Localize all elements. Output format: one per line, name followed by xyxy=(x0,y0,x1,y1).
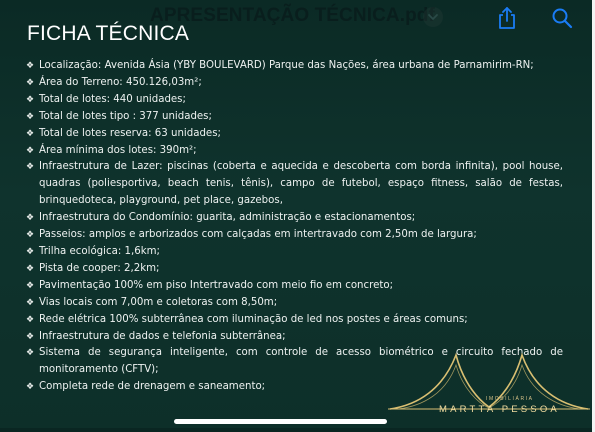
list-item-text: Trilha ecológica: 1,6km; xyxy=(39,245,160,257)
list-item xyxy=(26,92,563,109)
list-item xyxy=(26,126,563,143)
diamond-bullet-icon: ❖ xyxy=(26,263,35,274)
list-item-text: Rede elétrica 100% subterrânea com iluminação de led nos postes e áreas comuns; xyxy=(39,313,468,325)
diamond-bullet-icon: ❖ xyxy=(26,230,35,241)
diamond-bullet-icon: ❖ xyxy=(26,128,35,139)
logo-subtitle: IMOBILIÁRIA xyxy=(486,396,534,402)
diamond-bullet-icon: ❖ xyxy=(26,280,35,291)
list-item xyxy=(26,143,563,160)
diamond-bullet-icon: ❖ xyxy=(26,61,35,71)
diamond-bullet-icon: ❖ xyxy=(26,111,35,122)
spec-list xyxy=(26,58,563,396)
list-item-text: Infraestrutura do Condomínio: guarita, administração e estacionamentos; xyxy=(39,212,416,224)
list-item xyxy=(26,227,563,244)
diamond-bullet-icon: ❖ xyxy=(26,331,35,342)
share-glyph xyxy=(496,6,518,30)
logo-name: MARTTA PESSOA xyxy=(439,404,560,415)
search-glyph xyxy=(551,7,573,29)
list-item xyxy=(26,312,563,329)
list-item-text: Área do Terreno: 450.126,03m²; xyxy=(39,76,202,88)
list-item xyxy=(26,210,563,227)
sheet-title: FICHA TÉCNICA xyxy=(27,22,190,45)
chevron-down-icon[interactable] xyxy=(423,7,443,27)
list-item-text: Total de lotes tipo : 377 unidades; xyxy=(39,110,212,122)
list-item-text: Pista de cooper: 2,2km; xyxy=(39,262,160,274)
diamond-bullet-icon: ❖ xyxy=(26,145,35,156)
diamond-bullet-icon: ❖ xyxy=(26,162,35,173)
list-item-text: Localização: Avenida Ásia (YBY BOULEVARD) Parque das Nações, área urbana de Parnamirim-RN; xyxy=(39,60,534,71)
bottom-strip xyxy=(0,428,595,432)
list-item-text: Total de lotes reserva: 63 unidades; xyxy=(39,127,221,139)
list-item-text: Passeios: amplos e arborizados com calçadas em intertravado com 2,50m de largura; xyxy=(39,229,477,241)
diamond-bullet-icon: ❖ xyxy=(26,297,35,308)
diamond-bullet-icon: ❖ xyxy=(26,382,35,393)
list-item-text: Infraestrutura de Lazer: piscinas (coberta e aquecida e descoberta com borda infinita), pool house, quadras (poliesportiva, beach tenis, tênis), campo de futebol, espaço fitness, salão de festas, brinquedoteca, playground, pet place, gazebos, xyxy=(39,161,563,207)
list-item xyxy=(26,261,563,278)
diamond-bullet-icon: ❖ xyxy=(26,246,35,257)
list-item xyxy=(26,329,563,346)
list-item-text: Área mínima dos lotes: 390m²; xyxy=(39,144,197,156)
share-icon[interactable] xyxy=(496,6,518,30)
list-item-text: Vias locais com 7,00m e coletoras com 8,50m; xyxy=(39,296,278,308)
list-item-text: Pavimentação 100% em piso Intertravado com meio fio em concreto; xyxy=(39,279,393,291)
list-item-text: Infraestrutura de dados e telefonia subterrânea; xyxy=(39,330,286,342)
list-item xyxy=(26,58,563,75)
home-indicator[interactable] xyxy=(174,419,387,424)
list-item xyxy=(26,278,563,295)
list-item xyxy=(26,244,563,261)
list-item-text: Completa rede de drenagem e saneamento; xyxy=(39,381,266,393)
list-item xyxy=(26,159,563,210)
list-item xyxy=(26,75,563,92)
list-item xyxy=(26,109,563,126)
list-item-text: Sistema de segurança inteligente, com controle de acesso biométrico e circuito fechado de monitoramento (CFTV); xyxy=(39,347,563,376)
chevron-down-glyph xyxy=(427,12,439,22)
search-icon[interactable] xyxy=(551,7,573,29)
diamond-bullet-icon: ❖ xyxy=(26,213,35,224)
diamond-bullet-icon: ❖ xyxy=(26,94,35,105)
diamond-bullet-icon: ❖ xyxy=(26,77,35,88)
list-item xyxy=(26,295,563,312)
diamond-bullet-icon: ❖ xyxy=(26,348,35,359)
document-title[interactable]: APRESENTAÇÃO TÉCNICA.pdf xyxy=(150,5,435,26)
diamond-bullet-icon: ❖ xyxy=(26,314,35,325)
list-item-text: Total de lotes: 440 unidades; xyxy=(39,93,186,105)
